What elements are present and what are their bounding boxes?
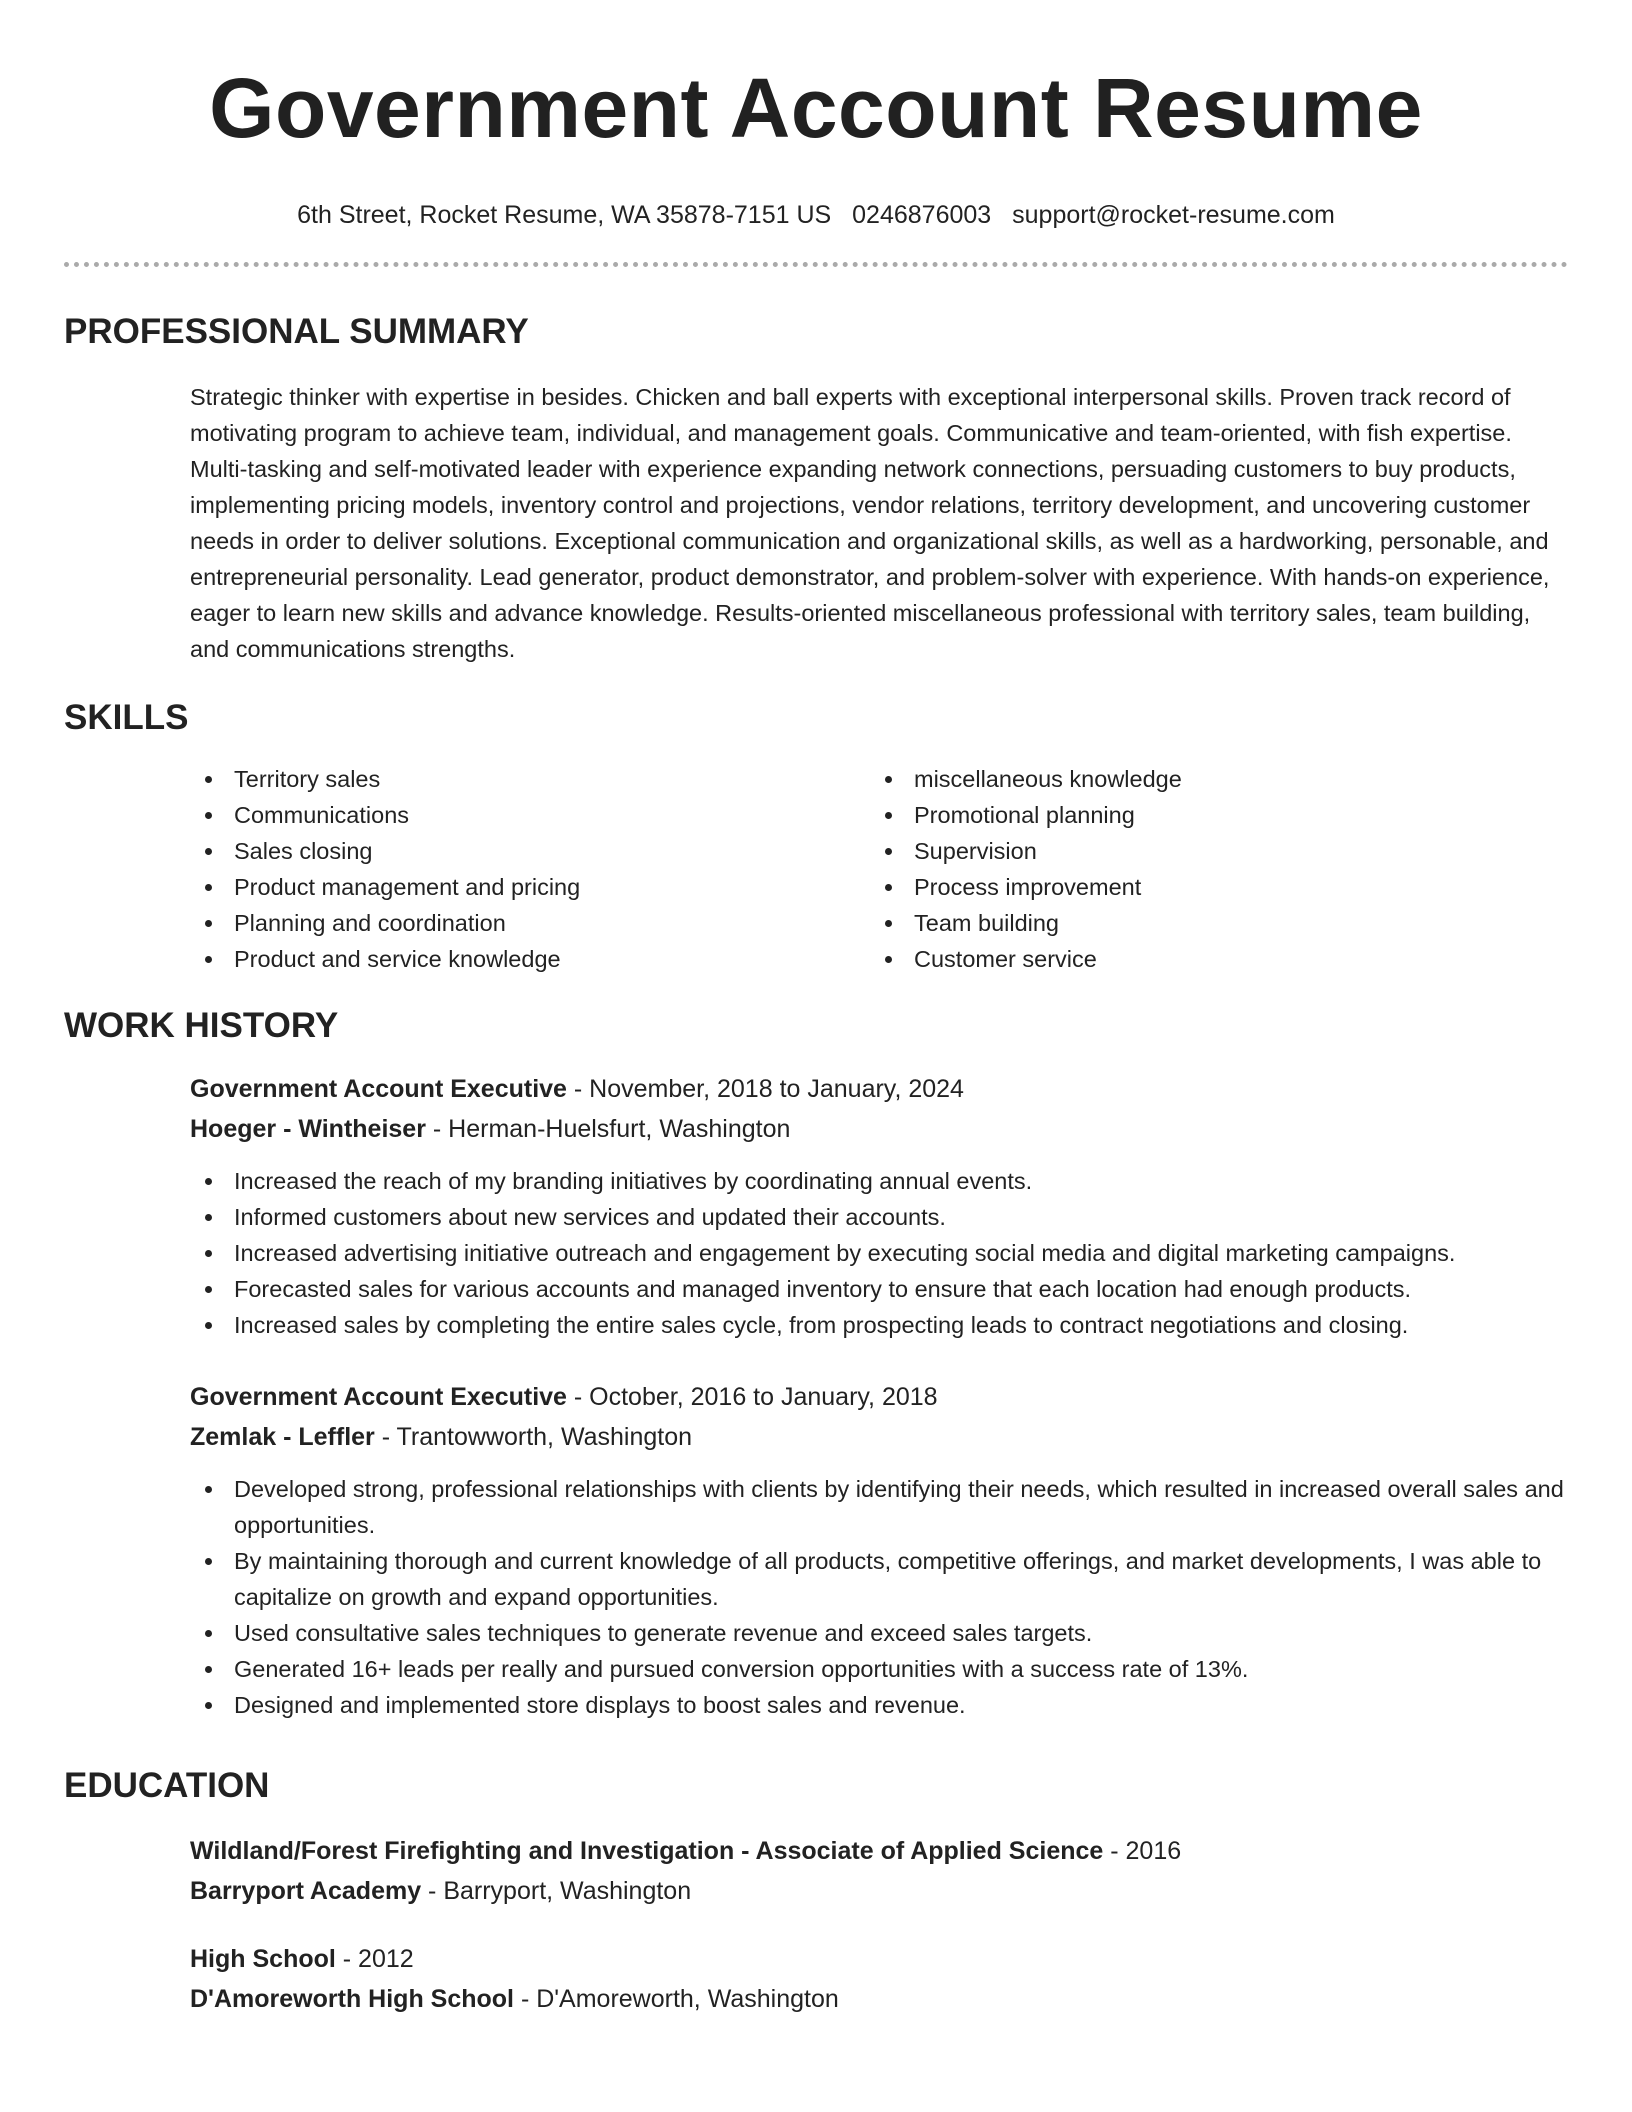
skills-list [190,761,1568,977]
skill-item: Supervision [870,833,1550,869]
job-bullet: Forecasted sales for various accounts and managed inventory to ensure that each location had enough products. [190,1271,1568,1307]
job-bullet: Developed strong, professional relationships with clients by identifying their needs, which resulted in increased overall sales and opportunities. [190,1471,1568,1543]
job-title-line [190,1377,1568,1417]
education-year: - 2012 [335,1945,414,1973]
education-entry [190,1831,1568,1911]
skill-item: Product and service knowledge [190,941,870,977]
education-degree: Wildland/Forest Firefighting and Investigation - Associate of Applied Science [190,1837,1104,1865]
education-school: D'Amoreworth High School [190,1985,514,2013]
job-entry [190,1377,1568,1723]
job-title-line [190,1069,1568,1109]
skill-item: Sales closing [190,833,870,869]
job-entry [190,1069,1568,1343]
education-location: - Barryport, Washington [421,1877,692,1905]
skills-column-right [870,761,1550,977]
job-company: Zemlak - Leffler [190,1423,375,1451]
summary-text: Strategic thinker with expertise in besides. Chicken and ball experts with exceptional interpersonal skills. Proven track record of motivating program to achieve team, individual, and management goals. Communicative and team-oriented, with fish expertise. Multi-tasking and self-motivated leader with experience expanding network connections, persuading customers to buy products, implementing pricing models, inventory control and projections, vendor relations, territory development, and uncovering customer needs in order to deliver solutions. Exceptional communication and organizational skills, as well as a hardworking, personable, and entrepreneurial personality. Lead generator, product demonstrator, and problem-solver with experience. With hands-on experience, eager to learn new skills and advance knowledge. Results-oriented miscellaneous professional with territory sales, team building, and communications strengths. [190,384,1550,662]
skill-item: Process improvement [870,869,1550,905]
education-year: - 2016 [1103,1837,1182,1865]
skill-item: Promotional planning [870,797,1550,833]
job-location: - Trantowworth, Washington [374,1423,693,1451]
job-bullet: Informed customers about new services and updated their accounts. [190,1199,1568,1235]
job-company: Hoeger - Wintheiser [190,1115,426,1143]
job-dates: - November, 2018 to January, 2024 [566,1075,964,1103]
job-bullet: Used consultative sales techniques to generate revenue and exceed sales targets. [190,1615,1568,1651]
skill-item: Communications [190,797,870,833]
job-bullets [190,1471,1568,1723]
education-school-line [190,1871,1568,1911]
job-bullet: Generated 16+ leads per really and pursued conversion opportunities with a success rate of 13%. [190,1651,1568,1687]
header-divider [64,262,1568,267]
skill-item: Planning and coordination [190,905,870,941]
education-heading: EDUCATION [64,1766,270,1805]
education-location: - D'Amoreworth, Washington [514,1985,839,2013]
education-degree-line [190,1831,1568,1871]
skill-item: miscellaneous knowledge [870,761,1550,797]
summary-heading: PROFESSIONAL SUMMARY [64,312,529,351]
job-bullet: Increased the reach of my branding initiatives by coordinating annual events. [190,1163,1568,1199]
job-bullet: Designed and implemented store displays to boost sales and revenue. [190,1687,1568,1723]
education-school: Barryport Academy [190,1877,422,1905]
skill-item: Product management and pricing [190,869,870,905]
resume-title: Government Account Resume [209,61,1423,155]
job-role: Government Account Executive [190,1075,567,1103]
skill-item: Team building [870,905,1550,941]
job-dates: - October, 2016 to January, 2018 [566,1383,938,1411]
job-location: - Herman-Huelsfurt, Washington [425,1115,791,1143]
contact-line [64,200,1568,230]
education-school-line [190,1979,1568,2019]
contact-address: 6th Street, Rocket Resume, WA 35878-7151 US [297,201,832,229]
skills-column-left [190,761,870,977]
education-degree-line [190,1939,1568,1979]
job-company-line [190,1109,1568,1149]
skill-item: Territory sales [190,761,870,797]
contact-phone: 0246876003 [852,201,992,229]
skill-item: Customer service [870,941,1550,977]
job-role: Government Account Executive [190,1383,567,1411]
education-degree: High School [190,1945,336,1973]
job-bullet: Increased advertising initiative outreach and engagement by executing social media and digital marketing campaigns. [190,1235,1568,1271]
education-entry [190,1939,1568,2019]
job-bullets [190,1163,1568,1343]
skills-heading: SKILLS [64,698,189,737]
job-company-line [190,1417,1568,1457]
job-bullet: By maintaining thorough and current knowledge of all products, competitive offerings, and market developments, I was able to capitalize on growth and expand opportunities. [190,1543,1568,1615]
contact-email: support@rocket-resume.com [1012,201,1335,229]
work-history-heading: WORK HISTORY [64,1006,339,1045]
job-bullet: Increased sales by completing the entire sales cycle, from prospecting leads to contract negotiations and closing. [190,1307,1568,1343]
